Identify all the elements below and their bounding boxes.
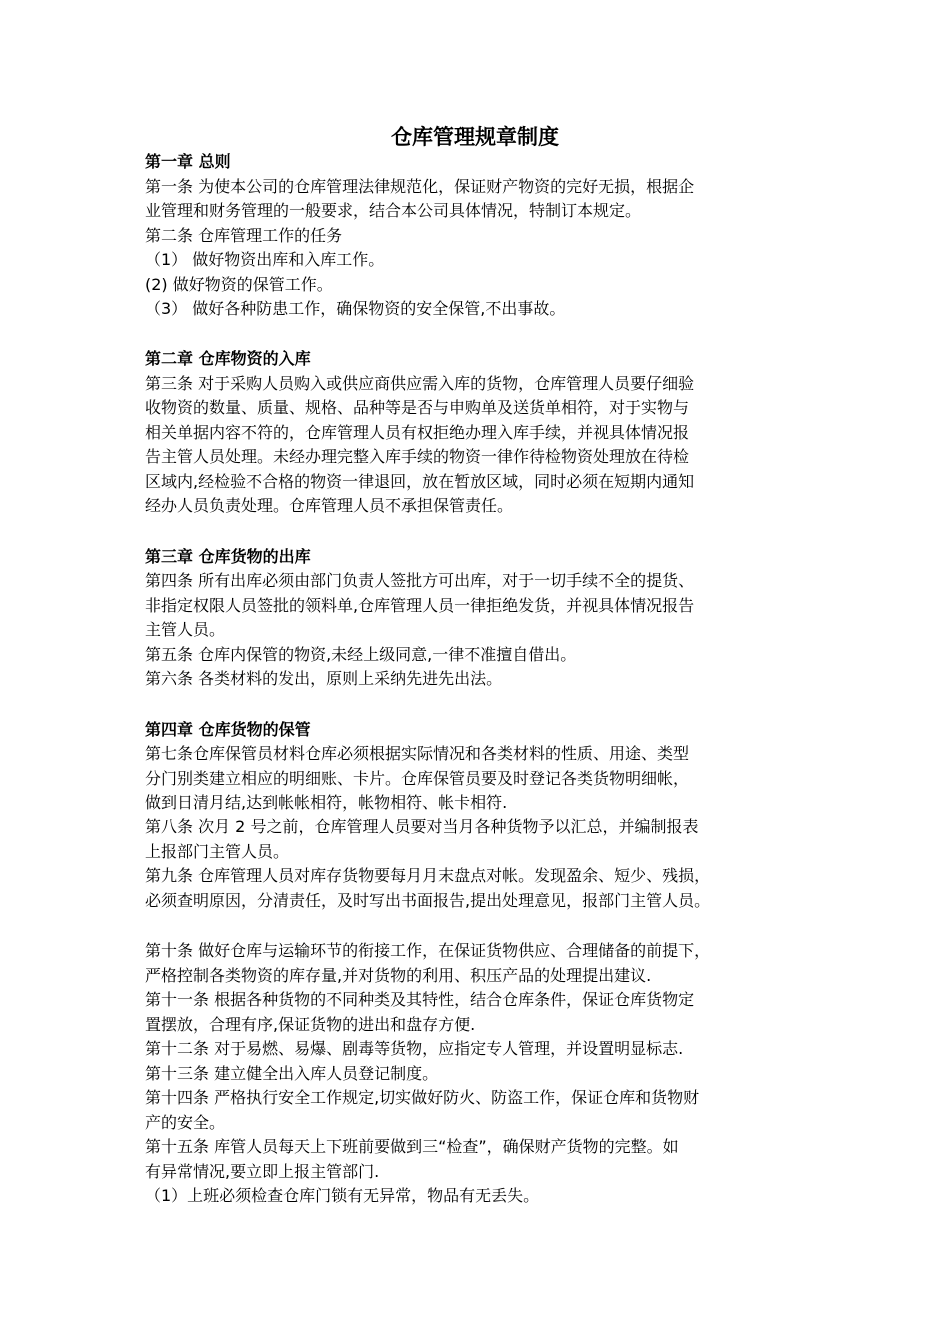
paragraph-line: 第十二条 对于易燃、易爆、剧毒等货物，应指定专人管理，并设置明显标志. — [145, 1039, 684, 1058]
chapter-heading: 第三章 仓库货物的出库 — [145, 547, 311, 566]
paragraph-line: 上报部门主管人员。 — [145, 842, 290, 861]
paragraph-line: 相关单据内容不符的，仓库管理人员有权拒绝办理入库手续，并视具体情况报 — [145, 423, 690, 442]
paragraph-line: （1） 做好物资出库和入库工作。 — [145, 250, 385, 269]
paragraph-line: 产的安全。 — [145, 1113, 226, 1132]
chapter-heading: 第一章 总则 — [145, 152, 231, 171]
paragraph-line: 第十四条 严格执行安全工作规定,切实做好防火、防盗工作，保证仓库和货物财 — [145, 1088, 700, 1107]
paragraph-line: 第四条 所有出库必须由部门负责人签批方可出库，对于一切手续不全的提货、 — [145, 571, 695, 590]
paragraph-line: 第三条 对于采购人员购入或供应商供应需入库的货物，仓库管理人员要仔细验 — [145, 374, 695, 393]
paragraph-line: 有异常情况,要立即上报主管部门. — [145, 1162, 380, 1181]
chapter-heading: 第四章 仓库货物的保管 — [145, 720, 311, 739]
paragraph-line: 必须查明原因，分清责任，及时写出书面报告,提出处理意见，报部门主管人员。 — [145, 891, 711, 910]
paragraph-line: 分门别类建立相应的明细账、卡片。仓库保管员要及时登记各类货物明细帐， — [145, 769, 690, 788]
paragraph-line: 第十五条 库管人员每天上下班前要做到三“检查”，确保财产货物的完整。如 — [145, 1137, 679, 1156]
paragraph-line: 第八条 次月 2 号之前，仓库管理人员要对当月各种货物予以汇总，并编制报表 — [145, 817, 699, 836]
paragraph-line: 第六条 各类材料的发出，原则上采纳先进先出法。 — [145, 669, 503, 688]
paragraph-line: 第十条 做好仓库与运输环节的衔接工作，在保证货物供应、合理储备的前提下， — [145, 941, 711, 960]
paragraph-line: (2) 做好物资的保管工作。 — [145, 275, 333, 294]
paragraph-line: 经办人员负责处理。仓库管理人员不承担保管责任。 — [145, 496, 514, 515]
paragraph-line: 严格控制各类物资的库存量,并对货物的利用、积压产品的处理提出建议. — [145, 966, 652, 985]
paragraph-line: 第十三条 建立健全出入库人员登记制度。 — [145, 1064, 439, 1083]
paragraph-line: 第五条 仓库内保管的物资,未经上级同意,一律不准擅自借出。 — [145, 645, 577, 664]
paragraph-line: 第一条 为使本公司的仓库管理法律规范化，保证财产物资的完好无损，根据企 — [145, 177, 695, 196]
paragraph-line: 区域内,经检验不合格的物资一律退回，放在暂放区域，同时必须在短期内通知 — [145, 472, 695, 491]
paragraph-line: 主管人员。 — [145, 620, 226, 639]
document-title: 仓库管理规章制度 — [391, 125, 559, 149]
paragraph-line: 第七条仓库保管员材料仓库必须根据实际情况和各类材料的性质、用途、类型 — [145, 744, 690, 763]
paragraph-line: 第二条 仓库管理工作的任务 — [145, 226, 343, 245]
chapter-heading: 第二章 仓库物资的入库 — [145, 349, 311, 368]
paragraph-line: 业管理和财务管理的一般要求，结合本公司具体情况，特制订本规定。 — [145, 201, 642, 220]
paragraph-line: 非指定权限人员签批的领料单,仓库管理人员一律拒绝发货，并视具体情况报告 — [145, 596, 695, 615]
paragraph-line: （1）上班必须检查仓库门锁有无异常，物品有无丢失。 — [145, 1186, 540, 1205]
paragraph-line: 收物资的数量、质量、规格、品种等是否与申购单及送货单相符，对于实物与 — [145, 398, 690, 417]
paragraph-line: 告主管人员处理。未经办理完整入库手续的物资一律作待检物资处理放在待检 — [145, 447, 690, 466]
paragraph-line: 做到日清月结,达到帐帐相符，帐物相符、帐卡相符. — [145, 793, 508, 812]
paragraph-line: 置摆放，合理有序,保证货物的进出和盘存方便. — [145, 1015, 476, 1034]
paragraph-line: 第十一条 根据各种货物的不同种类及其特性，结合仓库条件，保证仓库货物定 — [145, 990, 695, 1009]
paragraph-line: （3） 做好各种防患工作，确保物资的安全保管,不出事故。 — [145, 299, 566, 318]
paragraph-line: 第九条 仓库管理人员对库存货物要每月月末盘点对帐。发现盈余、短少、残损， — [145, 866, 711, 885]
